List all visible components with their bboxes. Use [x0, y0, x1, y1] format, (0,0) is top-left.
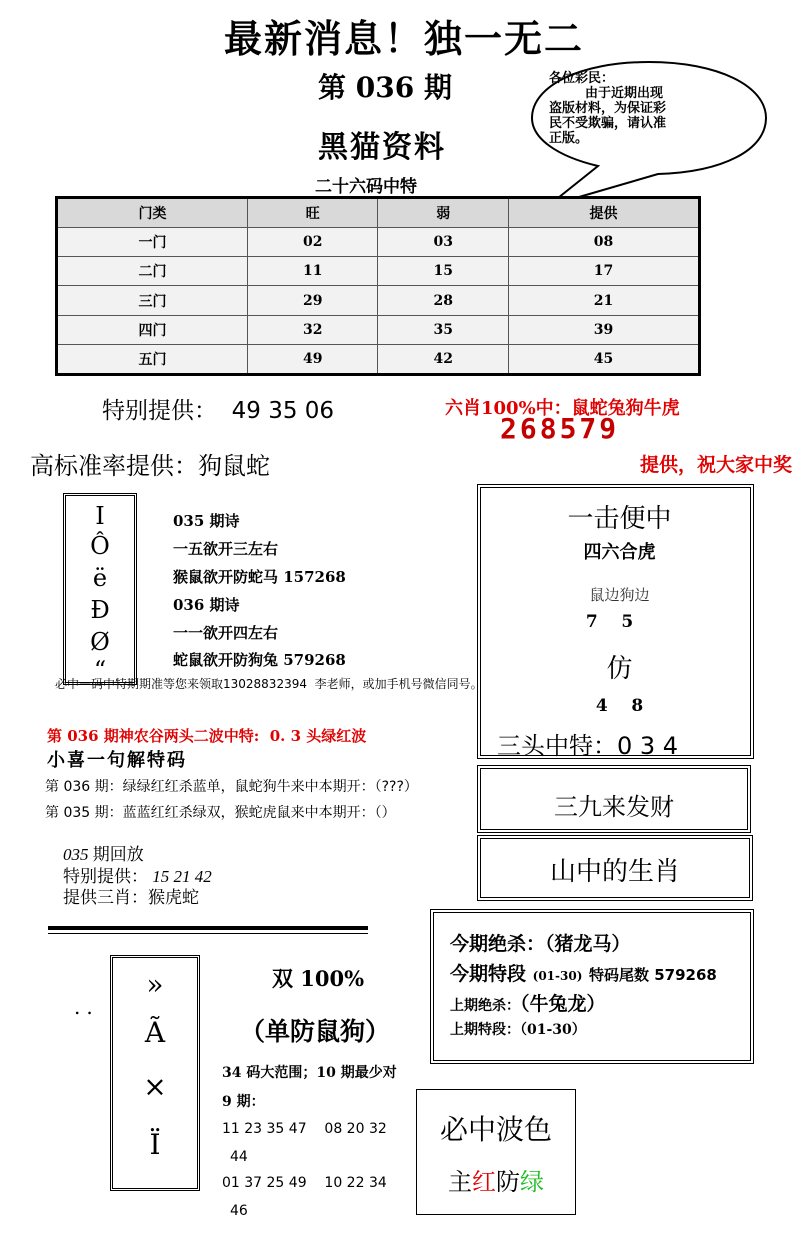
shennong-line: 第 036 期神农谷两头二波中特: 0. 3 头绿红波 [47, 727, 367, 745]
review-special-label: 特别提供： [63, 867, 148, 886]
table-row [57, 344, 700, 374]
wave-guard: 防 [496, 1168, 520, 1196]
guard-text: （单防鼠狗） [240, 1017, 391, 1046]
wave-line [417, 1162, 575, 1197]
glyph: × [143, 1070, 167, 1103]
review-three: 提供三肖：猴虎蛇 [63, 888, 199, 907]
num-row: 11 23 35 47 08 20 32 [222, 1121, 387, 1137]
shan-text: 山中的生肖 [549, 857, 680, 887]
table-cell: 二门 [57, 257, 248, 286]
table-cell: 21 [508, 286, 699, 315]
table-cell: 四门 [57, 315, 248, 344]
wave-green: 绿 [520, 1168, 544, 1196]
sanjiu-box [477, 765, 751, 833]
table-cell: 45 [508, 344, 699, 374]
range-text: 34 码大范围；10 期最少对 [222, 1065, 397, 1081]
table-cell: 49 [248, 344, 378, 374]
wish-text: 提供，祝大家中奖 [640, 454, 793, 476]
door-table [55, 196, 701, 376]
wave-title: 必中波色 [439, 1113, 552, 1146]
bubble-line1: 由于近期出现 [585, 86, 664, 101]
table-cell: 02 [248, 228, 378, 257]
table-row [57, 286, 700, 315]
poem-035-line1: 一五欲开三左右 [173, 540, 279, 558]
glyph: Ø [90, 628, 110, 656]
wave-red: 红 [472, 1168, 496, 1196]
table-cell: 28 [378, 286, 508, 315]
table-cell: 35 [378, 315, 508, 344]
table-cell: 一门 [57, 228, 248, 257]
table-subtitle: 二十六码中特 [315, 177, 417, 197]
bubble-line4: 正版。 [549, 131, 589, 146]
three-heads: 三头中特：0 3 4 [497, 732, 679, 760]
num-row: 44 [230, 1149, 248, 1165]
kill-segment [450, 959, 717, 986]
hit-sub: 四六合虎 [583, 542, 656, 563]
kill-segment-tail: 特码尾数 579268 [589, 966, 717, 984]
glyph: » [146, 968, 164, 1001]
table-cell: 03 [378, 228, 508, 257]
bubble-line3: 民不受欺骗，请认准 [549, 116, 667, 131]
review-title-text: 期回放 [92, 845, 144, 864]
table-header: 门类 [57, 198, 248, 228]
six-numbers: 268579 [500, 412, 620, 445]
table-row [57, 315, 700, 344]
six-zodiac: 六肖100%中：鼠蛇兔狗牛虎 [445, 398, 680, 419]
table-row [57, 228, 700, 257]
xiaoxi-title: 小喜一句解特码 [47, 750, 187, 771]
wave-box [416, 1089, 576, 1215]
glyph-box [63, 493, 137, 685]
poem-036-line2: 蛇鼠欲开防狗兔 579268 [173, 651, 346, 669]
poem-036-line1: 一一欲开四左右 [173, 624, 279, 642]
poem-036-title: 036 期诗 [173, 596, 240, 614]
table-cell: 29 [248, 286, 378, 315]
review-issue: 035 [63, 845, 89, 864]
double-100: 双 100% [272, 966, 365, 991]
contact-notice: 必中一码中特期期准等您来领取13028832394 李老师，或加手机号微信同号。 [55, 677, 483, 691]
poem-035-line2: 猴鼠欲开防蛇马 157268 [173, 568, 346, 586]
nine-text: 9 期： [222, 1094, 265, 1110]
divider [48, 933, 368, 934]
line-035: 第 035 期：蓝蓝红红杀绿双，猴蛇虎鼠来中本期开：（） [45, 805, 396, 821]
glyph-box-bottom [110, 955, 200, 1191]
table-cell: 15 [378, 257, 508, 286]
kill-last [450, 989, 606, 1016]
wave-main: 主 [448, 1168, 472, 1196]
glyph: Ô [90, 532, 110, 560]
high-accuracy: 高标准率提供：狗鼠蛇 [30, 452, 270, 480]
divider [48, 926, 368, 930]
bubble-line2: 盗版材料，为保证彩 [549, 101, 667, 116]
kill-last-value: （牛兔龙） [520, 993, 606, 1015]
bubble-text [549, 71, 729, 146]
hit-nums1: 7 5 [585, 612, 634, 632]
hit-box [477, 484, 754, 759]
line-036: 第 036 期：绿绿红红杀蓝单，鼠蛇狗牛来中本期开：（???） [45, 779, 418, 795]
table-header-row [57, 198, 700, 228]
category-title: 黑猫资料 [318, 130, 446, 165]
num-row: 01 37 25 49 10 22 34 [222, 1175, 387, 1191]
kill-last-label: 上期绝杀： [450, 998, 520, 1014]
table-cell: 三门 [57, 286, 248, 315]
kill-this: 今期绝杀：（猪龙马） [450, 933, 631, 955]
hit-hint: 鼠边狗边 [589, 586, 650, 604]
hit-nums2: 4 8 [595, 696, 644, 716]
shan-box [477, 835, 753, 901]
poem-035-title: 035 期诗 [173, 512, 240, 530]
hit-mid: 仿 [606, 654, 633, 684]
kill-segment-label: 今期特段 [450, 963, 527, 985]
table-cell: 08 [508, 228, 699, 257]
kill-segment-range: (01-30) [532, 969, 583, 983]
table-cell: 42 [378, 344, 508, 374]
table-cell: 五门 [57, 344, 248, 374]
glyph: Ï [149, 1128, 161, 1161]
review-special-nums: 15 21 42 [152, 867, 212, 886]
hit-title: 一击便中 [567, 504, 672, 534]
table-cell: 32 [248, 315, 378, 344]
glyph: ë [92, 564, 108, 592]
page-title: 最新消息！独一无二 [223, 16, 584, 61]
kill-box [430, 909, 754, 1064]
table-header: 弱 [378, 198, 508, 228]
glyph: Ð [90, 596, 110, 624]
table-cell: 11 [248, 257, 378, 286]
kill-last-segment: 上期特段：（01-30） [450, 1022, 586, 1038]
glyph: Ã [144, 1016, 166, 1049]
issue-number: 第 036 期 [318, 71, 452, 104]
num-row: 46 [230, 1203, 248, 1219]
dots: .. [74, 995, 99, 1019]
table-header: 旺 [248, 198, 378, 228]
bubble-greeting: 各位彩民： [549, 71, 615, 86]
sanjiu-text: 三九来发财 [554, 793, 674, 821]
special-offer: 特别提供： 49 35 06 [102, 398, 335, 424]
table-cell: 39 [508, 315, 699, 344]
table-row [57, 257, 700, 286]
glyph: “ [93, 656, 107, 684]
table-header: 提供 [508, 198, 699, 228]
table-cell: 17 [508, 257, 699, 286]
glyph: I [95, 502, 105, 530]
